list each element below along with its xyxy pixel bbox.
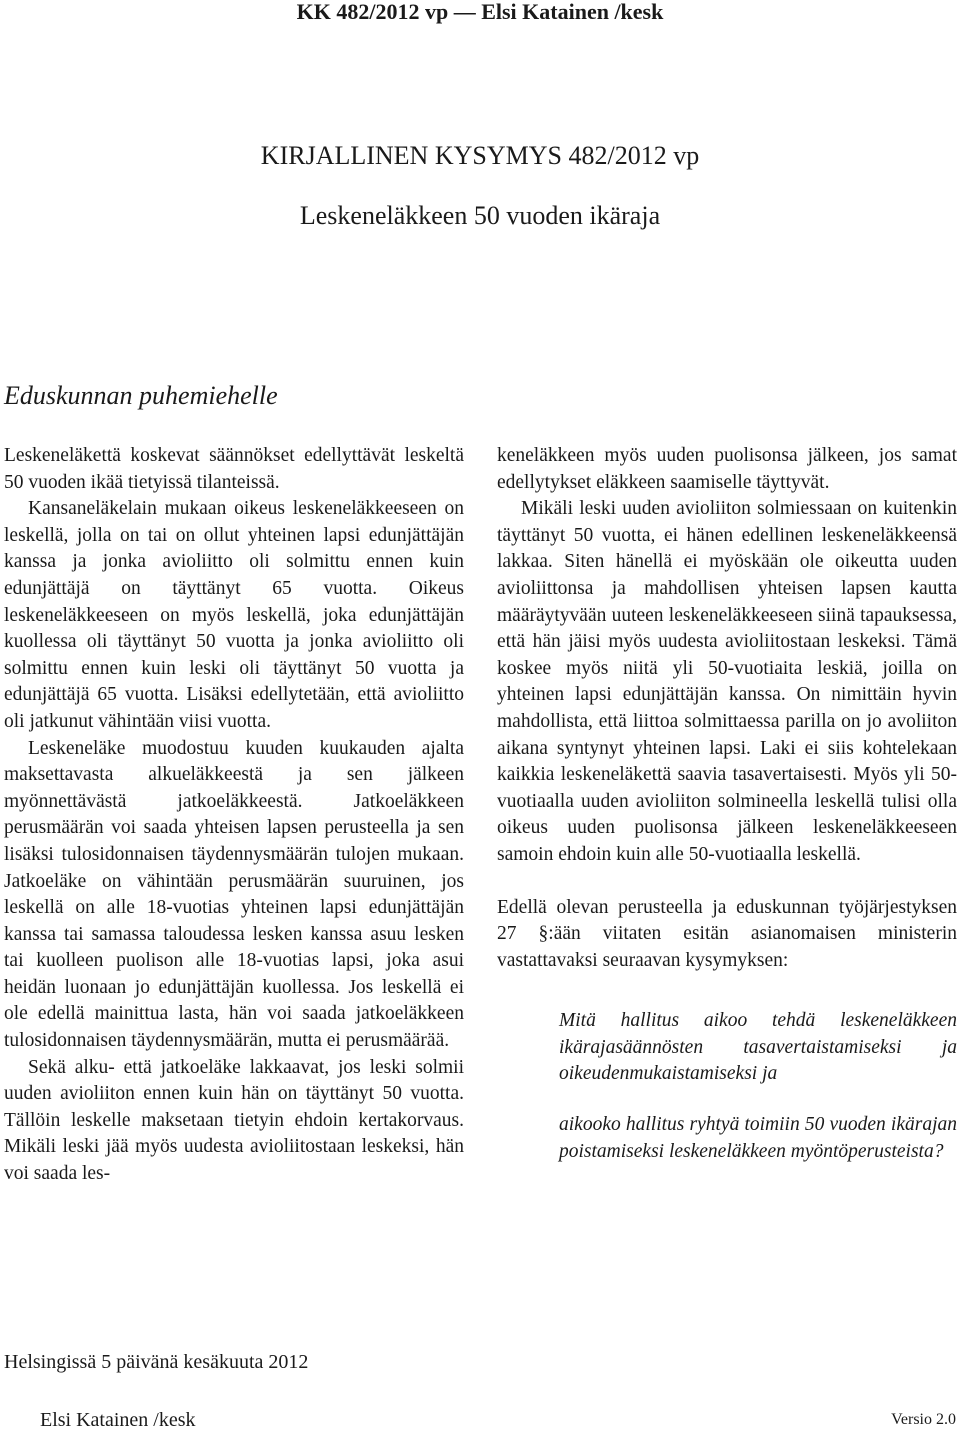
document-subtitle: Leskeneläkkeen 50 vuoden ikäraja [299, 201, 661, 230]
question-2: aikooko hallitus ryhtyä toimiin 50 vuoden ikärajan poistamiseksi leskeneläkkeen myöntöperusteista? [559, 1114, 957, 1162]
paragraph: Sekä alku- että jatkoeläke lakkaavat, jos leski solmii uuden avioliiton ennen kuin hän on täyttänyt 50 vuotta. Tällöin leskelle maksetaan tietyin ehdoin kertakorvaus. Mikäli leski jää myös uudesta avioliitostaan leskeksi, hän voi saada les- [4, 1056, 464, 1185]
question-1: Mitä hallitus aikoo tehdä leskeneläkkeen ikärajasäännösten tasavertaistamiseksi ja oikeudenmukaistamiseksi ja [559, 1010, 957, 1085]
right-column [497, 443, 957, 1165]
paragraph: keneläkkeen myös uuden puolisonsa jälkeen, jos samat edellytykset eläkkeen saamiselle täyttyvät. [497, 445, 957, 493]
paragraph: Edellä olevan perusteella ja eduskunnan työjärjestyksen 27 §:ään viitaten esitän asianomaisen ministerin vastattavaksi seuraavan kysymyksen: [497, 896, 957, 971]
place-and-date: Helsingissä 5 päivänä kesäkuuta 2012 [4, 1351, 309, 1373]
paragraph: Kansaneläkelain mukaan oikeus leskeneläkkeeseen on leskellä, jolla on tai on ollut yhteinen lapsi edunjättäjän kanssa ja jonka avioliitto oli solmittu ennen kuin edunjättäjä on täyttänyt 65 vuotta. Oikeus leskeneläkkeeseen on myös leskellä, joka edunjättäjän kuollessa oli täyttänyt 50 vuotta ja jonka avioliitto oli solmittu ennen kuin leski oli täyttänyt 50 vuotta ja edunjättäjä 65 vuotta. Lisäksi edellytetään, että avioliitto oli jatkunut vähintään viisi vuotta. [4, 498, 464, 732]
paragraph: Leskeneläke muodostuu kuuden kuukauden ajalta maksettavasta alkueläkkeestä ja sen jälkeen myönnettävästä jatkoeläkkeestä. Jatkoeläkkeen perusmäärän voi saada yhteisen lapsen perusteella ja sen lisäksi tulosidonnaisen täydennysmäärän tulojen mukaan. Jatkoeläke on vähintään perusmäärän suuruinen, jos leskellä on alle 18-vuotias yhteinen lapsi edunjättäjän kanssa tai samassa taloudessa lesken kanssa asuu lesken tai kuolleen puolison alle 18-vuotias lapsi, joka asui heidän luonaan jo edunjättäjän kuollessa. Jos leskellä ei ole edellä mainittua lasta, hän voi saada jatkoeläkkeen tulosidonnaisen täydennysmäärän, mutta ei perusmäärää. [4, 737, 464, 1052]
document-title: KIRJALLINEN KYSYMYS 482/2012 vp [260, 141, 700, 170]
signer-name: Elsi Katainen /kesk [40, 1409, 196, 1431]
left-column [4, 443, 464, 1188]
page-header: KK 482/2012 vp — Elsi Katainen /kesk [296, 0, 664, 24]
addressee: Eduskunnan puhemiehelle [4, 381, 278, 410]
version-label: Versio 2.0 [891, 1411, 956, 1428]
paragraph: Mikäli leski uuden avioliiton solmiessaan on kuitenkin täyttänyt 50 vuotta, ei hänen edellinen leskeneläkkeensä lakkaa. Siten hänellä ei myöskään ole oikeutta uuden avioliittonsa ja mahdollisen yhteisen lapsen kautta määräytyvään uuteen leskeneläkkeeseen siinä tapauksessa, että hän jäisi myös uudesta avioliitostaan leskeksi. Tämä koskee myös niitä yli 50-vuotiaita leskiä, joilla on yhteinen lapsi edunjättäjän kanssa. On nimittäin hyvin mahdollista, että liittoa solmittaessa parilla on jo avoliiton aikana syntynyt yhteinen lapsi. Laki ei siis kohtelekaan kaikkia leskeneläkettä saavia tasavertaisesti. Myös yli 50-vuotiaalla uuden avioliiton solmineella leskellä tulisi olla oikeus uuden puolisonsa jälkeen leskeneläkkeeseen samoin ehdoin kuin alle 50-vuotiaalla leskellä. [497, 498, 957, 865]
paragraph: Leskeneläkettä koskevat säännökset edellyttävät leskeltä 50 vuoden ikää tietyissä tilanteissä. [4, 445, 464, 493]
